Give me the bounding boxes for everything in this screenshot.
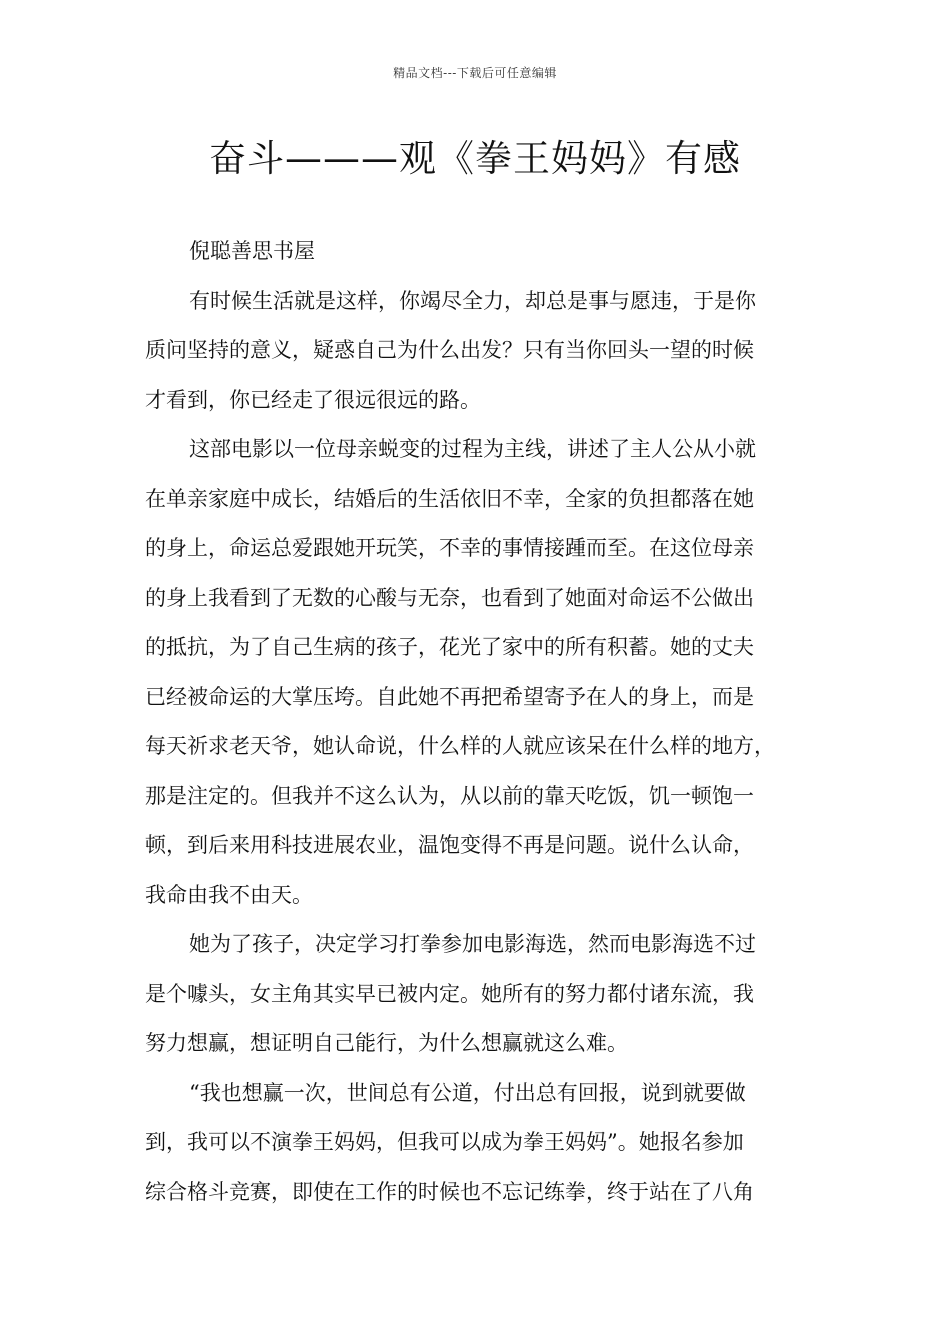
paragraph-line: 我命由我不由天。 [145, 882, 313, 907]
author-line [145, 227, 825, 277]
paragraph-1 [145, 277, 825, 426]
paragraph-line: 在单亲家庭中成长，结婚后的生活依旧不幸，全家的负担都落在她 [145, 486, 754, 511]
paragraph-2 [145, 425, 825, 920]
paragraph-line: 她为了孩子，决定学习打拳参加电影海选，然而电影海选不过 [189, 932, 756, 956]
paragraph-line: 的身上我看到了无数的心酸与无奈，也看到了她面对命运不公做出 [145, 585, 754, 610]
paragraph-line: 有时候生活就是这样，你竭尽全力，却总是事与愿违，于是你 [189, 288, 756, 313]
paragraph-line: “我也想赢一次，世间总有公道，付出总有回报，说到就要做 [189, 1080, 746, 1105]
paragraph-line: 已经被命运的大掌压垮。自此她不再把希望寄予在人的身上，而是 [145, 684, 754, 709]
paragraph-line: 这部电影以一位母亲蜕变的过程为主线，讲述了主人公从小就 [189, 437, 756, 461]
paragraph-3 [145, 920, 825, 1069]
paragraph-line: 才看到，你已经走了很远很远的路。 [145, 387, 481, 412]
document-title: 奋斗———观《拳王妈妈》有感 [209, 137, 741, 180]
paragraph-line: 那是注定的。但我并不这么认为，从以前的靠天吃饭，饥一顿饱一 [145, 783, 754, 808]
paragraph-line: 是个噱头，女主角其实早已被内定。她所有的努力都付诸东流，我 [145, 981, 754, 1006]
author-name: 倪聪善思书屋 [189, 239, 315, 263]
paragraph-line: 努力想赢，想证明自己能行，为什么想赢就这么难。 [145, 1031, 628, 1055]
header-note: 精品文档---下载后可任意编辑 [393, 66, 557, 80]
paragraph-line: 质问坚持的意义，疑惑自己为什么出发？只有当你回头一望的时候 [145, 338, 754, 362]
paragraph-4 [145, 1069, 825, 1218]
paragraph-line: 的抵抗，为了自己生病的孩子，花光了家中的所有积蓄。她的丈夫 [145, 635, 754, 659]
document-body [145, 227, 825, 1217]
paragraph-line: 的身上，命运总爱跟她开玩笑，不幸的事情接踵而至。在这位母亲 [145, 536, 754, 560]
paragraph-line: 到，我可以不演拳王妈妈，但我可以成为拳王妈妈”。她报名参加 [145, 1130, 744, 1154]
paragraph-line: 每天祈求老天爷，她认命说，什么样的人就应该呆在什么样的地方， [145, 734, 775, 758]
paragraph-line: 顿，到后来用科技进展农业，温饱变得不再是问题。说什么认命， [145, 833, 754, 857]
paragraph-line: 综合格斗竞赛，即使在工作的时候也不忘记练拳，终于站在了八角 [145, 1179, 754, 1204]
